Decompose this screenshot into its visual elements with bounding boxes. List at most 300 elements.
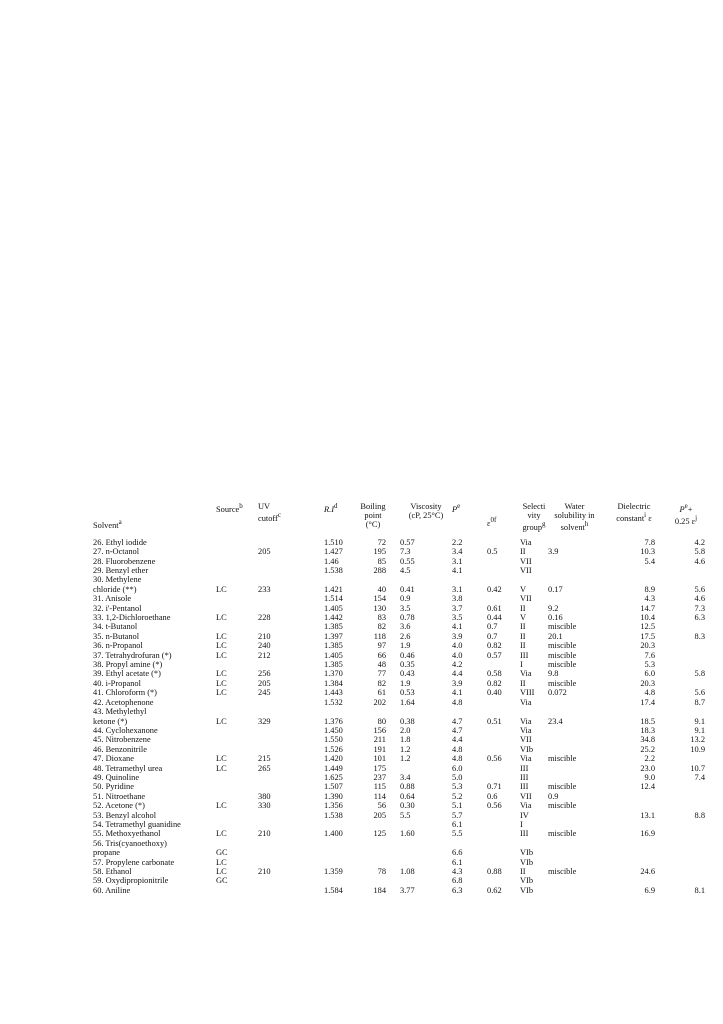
solvent-name: 40. i-Propanol: [93, 678, 141, 688]
header-die-sup: i: [644, 511, 647, 519]
source-cell: [216, 792, 258, 801]
refractive-index-cell: 1.510: [324, 537, 343, 547]
selectivity-group-cell: VIb: [520, 857, 534, 867]
refractive-index-cell: [324, 839, 354, 848]
solvent-properties-table: [93, 502, 705, 895]
header-source-sup: b: [239, 502, 243, 510]
boiling-point-cell: 191: [373, 744, 386, 754]
eluent-strength-cell: 0.56: [487, 801, 502, 811]
dielectric-constant-cell: 6.0: [644, 669, 655, 679]
source-cell: GC: [216, 876, 228, 886]
polarity-cell: 4.1: [452, 622, 463, 632]
p-plus-eps-cell: [667, 848, 705, 857]
boiling-point-cell: 202: [373, 697, 386, 707]
uv-cutoff-cell: 380: [258, 791, 271, 801]
refractive-index-cell: [324, 848, 354, 857]
polarity-cell: 5.2: [452, 791, 463, 801]
uv-cutoff-cell: [258, 707, 324, 716]
polarity-cell: 6.3: [452, 885, 463, 895]
boiling-point-cell: 83: [377, 613, 386, 623]
table-row: [93, 622, 705, 631]
eluent-strength-cell: [487, 858, 516, 867]
dielectric-constant-cell: 12.4: [640, 782, 655, 792]
refractive-index-cell: 1.449: [324, 763, 343, 773]
header-uv-line1: UV: [258, 502, 271, 511]
solvent-name: 31. Anisole: [93, 594, 132, 604]
selectivity-group-cell: VIII: [520, 688, 535, 698]
water-solubility-cell: miscible: [548, 829, 577, 839]
source-cell: LC: [216, 678, 227, 688]
source-cell: [216, 707, 258, 716]
boiling-point-cell: 118: [373, 631, 386, 641]
solvent-name: 48. Tetramethyl urea: [93, 763, 163, 773]
table-row: [93, 773, 705, 782]
eluent-strength-cell: 0.51: [487, 716, 502, 726]
eluent-strength-cell: 0.44: [487, 613, 502, 623]
water-solubility-cell: [548, 566, 601, 575]
dielectric-constant-cell: 4.8: [644, 688, 655, 698]
uv-cutoff-cell: 265: [258, 763, 271, 773]
viscosity-cell: 3.6: [400, 622, 411, 632]
header-source-label: Source: [216, 504, 240, 514]
source-cell: LC: [216, 669, 227, 679]
refractive-index-cell: 1.550: [324, 735, 343, 745]
polarity-cell: 4.8: [452, 754, 463, 764]
water-solubility-cell: 0.072: [548, 688, 567, 698]
p-plus-eps-cell: [667, 782, 705, 791]
p-plus-eps-cell: [667, 820, 705, 829]
eluent-strength-cell: 0.6: [487, 791, 498, 801]
polarity-cell: [452, 575, 487, 584]
boiling-point-cell: 114: [373, 791, 386, 801]
viscosity-cell: 5.5: [400, 810, 411, 820]
selectivity-group-cell: VIb: [520, 885, 534, 895]
dielectric-constant-cell: [601, 820, 667, 829]
source-cell: LC: [216, 641, 227, 651]
table-row: [93, 867, 705, 876]
refractive-index-cell: 1.359: [324, 867, 343, 877]
source-cell: [216, 820, 258, 829]
table-row: [93, 660, 705, 669]
boiling-point-cell: 97: [377, 641, 386, 651]
polarity-cell: 4.1: [452, 566, 463, 576]
boiling-point-cell: 195: [373, 547, 386, 557]
boiling-point-cell: 184: [373, 885, 386, 895]
polarity-cell: 3.7: [452, 603, 463, 613]
eluent-strength-cell: [487, 764, 516, 773]
header-die-line2: constant: [616, 513, 645, 523]
solvent-name: 28. Fluorobenzene: [93, 556, 156, 566]
selectivity-group-cell: I: [520, 660, 523, 670]
viscosity-cell: 1.08: [400, 867, 415, 877]
source-cell: [216, 575, 258, 584]
dielectric-constant-cell: 4.3: [644, 594, 655, 604]
uv-cutoff-cell: [258, 811, 324, 820]
header-sel-line1: Selecti: [522, 502, 546, 511]
boiling-point-cell: [354, 876, 392, 885]
water-solubility-cell: [548, 764, 601, 773]
polarity-cell: 6.8: [452, 876, 463, 886]
uv-cutoff-cell: [258, 660, 324, 669]
polarity-cell: 4.8: [452, 744, 463, 754]
table-row: [93, 651, 705, 660]
p-plus-eps-cell: 7.4: [694, 772, 705, 782]
header-eluent-strength: [487, 502, 516, 532]
water-solubility-cell: miscible: [548, 660, 577, 670]
uv-cutoff-cell: [258, 575, 324, 584]
refractive-index-cell: 1.442: [324, 613, 343, 623]
header-sel-line2: vity: [527, 511, 541, 520]
p-plus-eps-cell: 5.6: [694, 688, 705, 698]
dielectric-constant-cell: 18.5: [640, 716, 655, 726]
refractive-index-cell: 1.427: [324, 547, 343, 557]
uv-cutoff-cell: 240: [258, 641, 271, 651]
eluent-strength-cell: 0.5: [487, 547, 498, 557]
boiling-point-cell: 205: [373, 810, 386, 820]
water-solubility-cell: [548, 735, 601, 744]
p-plus-eps-cell: [667, 566, 705, 575]
solvent-name: 43. Methylethyl: [93, 707, 147, 717]
header-eps-label: ε: [487, 518, 491, 528]
viscosity-cell: 3.4: [400, 772, 411, 782]
refractive-index-cell: 1.385: [324, 660, 343, 670]
polarity-cell: 6.6: [452, 848, 463, 858]
selectivity-group-cell: II: [520, 678, 526, 688]
boiling-point-cell: 154: [373, 594, 386, 604]
viscosity-cell: 1.64: [400, 697, 415, 707]
p-plus-eps-cell: [667, 839, 705, 848]
boiling-point-cell: 66: [377, 650, 386, 660]
polarity-cell: 4.2: [452, 660, 463, 670]
solvent-name: 59. Oxydipropionitrile: [93, 876, 169, 886]
source-cell: [216, 547, 258, 556]
source-cell: [216, 538, 258, 547]
solvent-name: 32. i'-Pentanol: [93, 603, 142, 613]
header-last-p: P: [679, 504, 685, 514]
selectivity-group-cell: II: [520, 631, 526, 641]
selectivity-group-cell: V: [520, 613, 527, 623]
p-plus-eps-cell: 8.1: [694, 885, 705, 895]
table-row: [93, 575, 705, 584]
selectivity-group-cell: VII: [520, 566, 532, 576]
uv-cutoff-cell: 210: [258, 867, 271, 877]
water-solubility-cell: [548, 726, 601, 735]
uv-cutoff-cell: 210: [258, 631, 271, 641]
p-plus-eps-cell: 5.6: [694, 584, 705, 594]
header-bp-line3: (°C): [365, 520, 381, 529]
source-cell: [216, 735, 258, 744]
p-plus-eps-cell: [667, 651, 705, 660]
solvent-name: 42. Acetophenone: [93, 697, 154, 707]
header-vis-line1: Viscosity: [410, 502, 442, 511]
uv-cutoff-cell: 210: [258, 829, 271, 839]
boiling-point-cell: [354, 858, 392, 867]
header-refractive-index: [324, 502, 354, 532]
dielectric-constant-cell: 25.2: [640, 744, 655, 754]
boiling-point-cell: 156: [373, 725, 386, 735]
eluent-strength-cell: [487, 557, 516, 566]
viscosity-cell: 4.5: [400, 566, 411, 576]
dielectric-constant-cell: [601, 575, 667, 584]
p-plus-eps-cell: 8.3: [694, 631, 705, 641]
dielectric-constant-cell: 20.3: [640, 678, 655, 688]
dielectric-constant-cell: 5.4: [644, 556, 655, 566]
refractive-index-cell: 1.450: [324, 725, 343, 735]
polarity-cell: [452, 707, 487, 716]
boiling-point-cell: 130: [373, 603, 386, 613]
viscosity-cell: [392, 839, 452, 848]
viscosity-cell: 0.88: [400, 782, 415, 792]
polarity-cell: 3.8: [452, 594, 463, 604]
solvent-name: 57. Propylene carbonate: [93, 857, 175, 867]
selectivity-group-cell: III: [520, 772, 529, 782]
p-plus-eps-cell: 9.1: [694, 716, 705, 726]
uv-cutoff-cell: [258, 820, 324, 829]
refractive-index-cell: 1.538: [324, 810, 343, 820]
boiling-point-cell: [354, 848, 392, 857]
p-plus-eps-cell: 8.8: [694, 810, 705, 820]
header-sel-sup: g: [542, 520, 546, 528]
polarity-cell: 4.8: [452, 697, 463, 707]
water-solubility-cell: [548, 773, 601, 782]
source-cell: [216, 698, 258, 707]
dielectric-constant-cell: 9.0: [644, 772, 655, 782]
table-row: [93, 669, 705, 678]
source-cell: [216, 660, 258, 669]
viscosity-cell: 0.53: [400, 688, 415, 698]
boiling-point-cell: 288: [373, 566, 386, 576]
uv-cutoff-cell: 256: [258, 669, 271, 679]
p-plus-eps-cell: 5.8: [694, 669, 705, 679]
refractive-index-cell: 1.376: [324, 716, 343, 726]
source-cell: [216, 839, 258, 848]
viscosity-cell: 1.9: [400, 678, 411, 688]
uv-cutoff-cell: 215: [258, 754, 271, 764]
boiling-point-cell: [354, 839, 392, 848]
selectivity-group-cell: Via: [520, 537, 532, 547]
water-solubility-cell: [548, 811, 601, 820]
p-plus-eps-cell: [667, 876, 705, 885]
dielectric-constant-cell: 2.2: [644, 754, 655, 764]
header-boiling-point: [354, 502, 392, 532]
uv-cutoff-cell: [258, 726, 324, 735]
table-row: [93, 679, 705, 688]
uv-cutoff-cell: 245: [258, 688, 271, 698]
eluent-strength-cell: 0.40: [487, 688, 502, 698]
source-cell: LC: [216, 754, 227, 764]
eluent-strength-cell: 0.42: [487, 584, 502, 594]
refractive-index-cell: 1.384: [324, 678, 343, 688]
header-eps-sup: 0f: [490, 515, 497, 524]
polarity-cell: 3.4: [452, 547, 463, 557]
polarity-cell: 4.4: [452, 669, 463, 679]
refractive-index-cell: 1.385: [324, 641, 343, 651]
source-cell: [216, 594, 258, 603]
polarity-cell: 4.1: [452, 688, 463, 698]
uv-cutoff-cell: [258, 622, 324, 631]
solvent-name: 35. n-Butanol: [93, 631, 140, 641]
source-cell: LC: [216, 857, 227, 867]
p-plus-eps-cell: [667, 829, 705, 838]
water-solubility-cell: [548, 707, 601, 716]
refractive-index-cell: [324, 858, 354, 867]
source-cell: [216, 726, 258, 735]
selectivity-group-cell: VII: [520, 594, 532, 604]
viscosity-cell: 0.57: [400, 537, 415, 547]
uv-cutoff-cell: 330: [258, 801, 271, 811]
polarity-cell: 2.2: [452, 537, 463, 547]
solvent-name: 50. Pyridine: [93, 782, 134, 792]
p-plus-eps-cell: [667, 679, 705, 688]
table-row: [93, 848, 705, 857]
table-row: [93, 839, 705, 848]
selectivity-group-cell: Via: [520, 697, 532, 707]
solvent-name: 36. n-Propanol: [93, 641, 143, 651]
solvent-name: 45. Nitrobenzene: [93, 735, 151, 745]
polarity-cell: 6.1: [452, 857, 463, 867]
table-row: [93, 754, 705, 763]
selectivity-group-cell: IV: [520, 810, 529, 820]
p-plus-eps-cell: [667, 754, 705, 763]
uv-cutoff-cell: [258, 594, 324, 603]
eluent-strength-cell: 0.82: [487, 678, 502, 688]
solvent-name: 41. Chloroform (*): [93, 688, 157, 698]
uv-cutoff-cell: 205: [258, 678, 271, 688]
table-row: [93, 801, 705, 810]
header-uv-sup: c: [277, 511, 281, 519]
dielectric-constant-cell: 12.5: [640, 622, 655, 632]
p-plus-eps-cell: [667, 641, 705, 650]
table-row: [93, 717, 705, 726]
viscosity-cell: 2.0: [400, 725, 411, 735]
source-cell: LC: [216, 650, 227, 660]
refractive-index-cell: [324, 876, 354, 885]
selectivity-group-cell: II: [520, 867, 526, 877]
dielectric-constant-cell: 10.4: [640, 613, 655, 623]
source-cell: [216, 782, 258, 791]
eluent-strength-cell: [487, 745, 516, 754]
selectivity-group-cell: Via: [520, 801, 532, 811]
dielectric-constant-cell: 8.9: [644, 584, 655, 594]
viscosity-cell: 0.64: [400, 791, 415, 801]
polarity-cell: 4.7: [452, 716, 463, 726]
p-plus-eps-cell: [667, 707, 705, 716]
boiling-point-cell: 48: [377, 660, 386, 670]
viscosity-cell: [392, 848, 452, 857]
boiling-point-cell: 101: [373, 754, 386, 764]
selectivity-group-cell: Via: [520, 669, 532, 679]
solvent-name: 47. Dioxane: [93, 754, 134, 764]
boiling-point-cell: 56: [377, 801, 386, 811]
selectivity-group-cell: II: [520, 603, 526, 613]
water-solubility-cell: 0.9: [548, 791, 559, 801]
refractive-index-cell: 1.507: [324, 782, 343, 792]
header-die-line1: Dielectric: [617, 502, 651, 511]
water-solubility-cell: 3.9: [548, 547, 559, 557]
eluent-strength-cell: [487, 660, 516, 669]
header-dielectric-constant: [601, 502, 667, 532]
eluent-strength-cell: [487, 848, 516, 857]
refractive-index-cell: 1.385: [324, 622, 343, 632]
viscosity-cell: 1.9: [400, 641, 411, 651]
water-solubility-cell: 9.8: [548, 669, 559, 679]
header-solvent: [93, 502, 216, 532]
uv-cutoff-cell: [258, 538, 324, 547]
table-row: [93, 547, 705, 556]
selectivity-group-cell: VIb: [520, 848, 534, 858]
header-die-sym: ε: [648, 513, 652, 523]
selectivity-group-cell: Via: [520, 725, 532, 735]
p-plus-eps-cell: 4.2: [694, 537, 705, 547]
table-row: [93, 764, 705, 773]
dielectric-constant-cell: 13.1: [640, 810, 655, 820]
water-solubility-cell: [548, 698, 601, 707]
water-solubility-cell: miscible: [548, 641, 577, 651]
table-row: [93, 782, 705, 791]
solvent-name: 29. Benzyl ether: [93, 566, 149, 576]
header-wat-line1: Water: [564, 502, 585, 511]
selectivity-group-cell: III: [520, 782, 529, 792]
water-solubility-cell: 23.4: [548, 716, 563, 726]
viscosity-cell: 0.35: [400, 660, 415, 670]
selectivity-group-cell: VII: [520, 791, 532, 801]
viscosity-cell: [392, 876, 452, 885]
p-plus-eps-cell: 10.9: [690, 744, 705, 754]
source-cell: [216, 745, 258, 754]
solvent-name: 58. Ethanol: [93, 867, 132, 877]
selectivity-group-cell: VII: [520, 735, 532, 745]
polarity-cell: 5.1: [452, 801, 463, 811]
selectivity-group-cell: III: [520, 763, 529, 773]
boiling-point-cell: 85: [377, 556, 386, 566]
source-cell: [216, 557, 258, 566]
header-p-label: P: [452, 504, 458, 514]
source-cell: [216, 811, 258, 820]
table-row: [93, 707, 705, 716]
header-last-sup2: j: [695, 513, 698, 522]
dielectric-constant-cell: 16.9: [640, 829, 655, 839]
solvent-name: 27. n-Octanol: [93, 547, 140, 557]
water-solubility-cell: [548, 820, 601, 829]
eluent-strength-cell: 0.62: [487, 885, 502, 895]
refractive-index-cell: 1.625: [324, 772, 343, 782]
viscosity-cell: 0.9: [400, 594, 411, 604]
source-cell: LC: [216, 716, 227, 726]
dielectric-constant-cell: [601, 876, 667, 885]
solvent-name: 52. Acetone (*): [93, 801, 145, 811]
header-ri-sup: d: [334, 502, 338, 510]
solvent-name: 60. Aniline: [93, 885, 131, 895]
viscosity-cell: 0.41: [400, 584, 415, 594]
table-row: [93, 735, 705, 744]
header-wat-line3: solvent: [560, 522, 585, 532]
header-wat-sup: h: [584, 520, 589, 528]
table-row: [93, 632, 705, 641]
solvent-name: 38. Propyl amine (*): [93, 660, 163, 670]
eluent-strength-cell: 0.71: [487, 782, 502, 792]
header-vis-line2: (cP, 25°C): [408, 511, 444, 520]
table-row: [93, 557, 705, 566]
water-solubility-cell: [548, 745, 601, 754]
viscosity-cell: 1.8: [400, 735, 411, 745]
table-row: [93, 698, 705, 707]
header-bp-line2: point: [364, 511, 382, 520]
eluent-strength-cell: [487, 811, 516, 820]
refractive-index-cell: 1.443: [324, 688, 343, 698]
boiling-point-cell: 237: [373, 772, 386, 782]
solvent-name: 49. Quinoline: [93, 772, 140, 782]
solvent-name: 37. Tetrahydrofuran (*): [93, 650, 172, 660]
